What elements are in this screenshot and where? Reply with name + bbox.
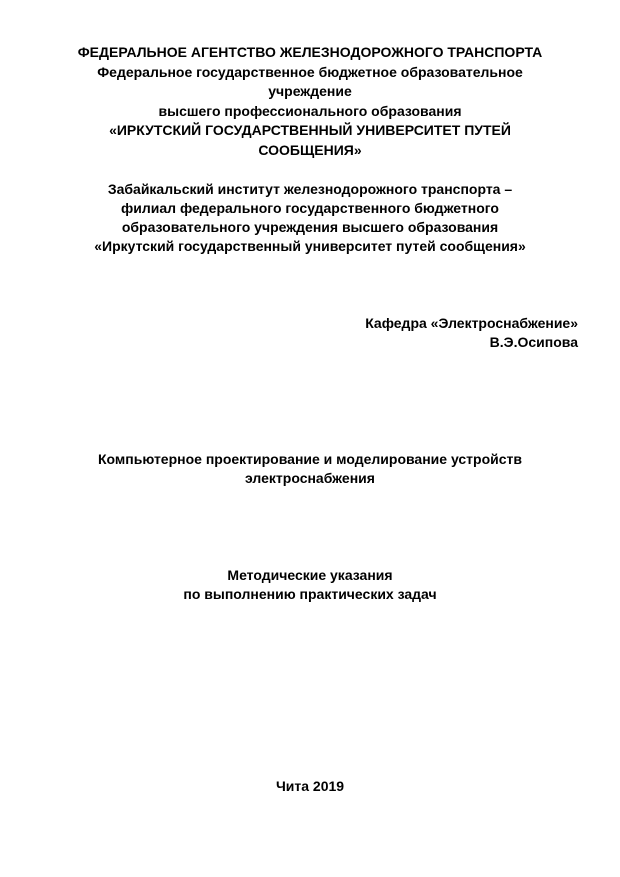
department-name: Кафедра «Электроснабжение» bbox=[365, 315, 578, 331]
title-line-1: Компьютерное проектирование и моделирование устройств bbox=[98, 451, 522, 467]
institution-type-line-1: Федеральное государственное бюджетное образовательное bbox=[97, 63, 523, 80]
university-name-line-2: СООБЩЕНИЯ» bbox=[258, 141, 362, 158]
author-name: В.Э.Осипова bbox=[489, 334, 578, 350]
institution-type-line-3: высшего профессионального образования bbox=[158, 102, 462, 119]
branch-line-3: образовательного учреждения высшего образования bbox=[121, 219, 499, 235]
institution-type-line-2: учреждение bbox=[268, 83, 352, 99]
document-title bbox=[60, 450, 560, 488]
branch-line-2: филиал федерального государственного бюджетного bbox=[121, 200, 499, 216]
title-line-2: электроснабжения bbox=[245, 470, 375, 486]
agency-name: ФЕДЕРАЛЬНОЕ АГЕНТСТВО ЖЕЛЕЗНОДОРОЖНОГО ТРАНСПОРТА bbox=[77, 44, 543, 60]
branch-line-1: Забайкальский институт железнодорожного транспорта – bbox=[107, 181, 513, 197]
organization-header bbox=[60, 43, 560, 160]
city-year-text: Чита 2019 bbox=[275, 778, 345, 794]
document-subtitle bbox=[60, 566, 560, 604]
subtitle-line-2: по выполнению практических задач bbox=[183, 586, 437, 602]
branch-line-4: «Иркутский государственный университет путей сообщения» bbox=[94, 238, 526, 254]
city-year bbox=[60, 777, 560, 796]
department-author bbox=[365, 314, 578, 352]
branch-institute bbox=[60, 180, 560, 256]
subtitle-line-1: Методические указания bbox=[227, 567, 393, 583]
university-name-line-1: «ИРКУТСКИЙ ГОСУДАРСТВЕННЫЙ УНИВЕРСИТЕТ ПУТЕЙ bbox=[109, 122, 511, 138]
